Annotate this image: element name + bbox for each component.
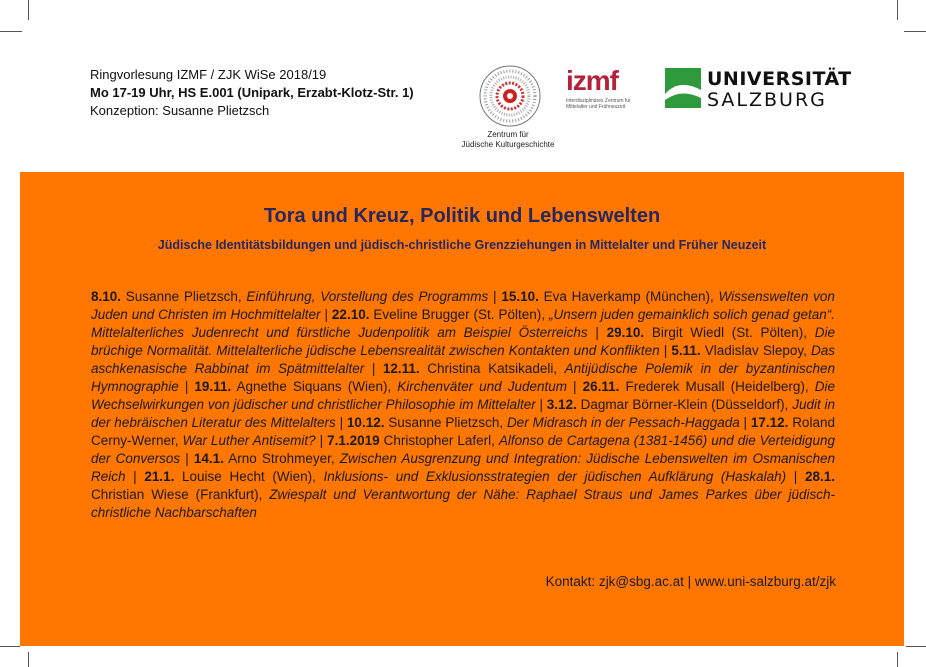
crop-mark xyxy=(897,0,898,20)
program-entry: 7.1.2019 Christopher Laferl, Alfonso de Cartagena (1381-1456) und die Verteidigung der Conversos | xyxy=(91,433,835,466)
zjk-caption-line: Jüdische Kulturgeschichte xyxy=(461,140,555,149)
crop-mark xyxy=(0,646,20,647)
time-location-line: Mo 17-19 Uhr, HS E.001 (Unipark, Erzabt-Klotz-Str. 1) xyxy=(90,85,414,100)
program-entry: 28.1. Christian Wiese (Frankfurt), Zwiespalt und Verantwortung der Nähe: Raphael Straus und James Parkes über jüdisch-christliche Nachbarschaften xyxy=(91,469,835,520)
zjk-caption xyxy=(446,130,570,150)
program-entry: 8.10. Susanne Plietzsch, Einführung, Vorstellung des Programms | xyxy=(91,289,502,304)
program-entry: 19.11. Agnethe Siquans (Wien), Kirchenväter und Judentum | xyxy=(194,379,583,394)
izmf-logo xyxy=(566,66,640,120)
crop-mark xyxy=(28,0,29,20)
program-entry: 22.10. Eveline Brugger (St. Pölten), „Unsern juden gemainklich solich genad getan“. Mittelalterliches Judenrecht und fürstliche Judenpolitik am Beispiel Österreichs | xyxy=(91,307,835,340)
program-entry: 3.12. Dagmar Börner-Klein (Düsseldorf), Judit in der hebräischen Literatur des Mittelalters | xyxy=(91,397,835,430)
program-panel xyxy=(20,172,904,646)
program-entry: 5.11. Vladislav Slepoy, Das aschkenasische Rabbinat im Spätmittelalter | xyxy=(91,343,835,376)
program-entry: 12.11. Christina Katsikadeli, Antijüdische Polemik in der byzantinischen Hymnographie | xyxy=(91,361,835,394)
program-entry: 29.10. Birgit Wiedl (St. Pölten), Die brüchige Normalität. Mittelalterliche jüdische Lebensrealität zwischen Kontakten und Konflikten | xyxy=(91,325,835,358)
program-entry: 10.12. Susanne Plietzsch, Der Midrasch in der Pessach-Haggada | xyxy=(346,415,751,430)
series-line: Ringvorlesung IZMF / ZJK WiSe 2018/19 xyxy=(90,67,327,82)
event-header xyxy=(90,66,414,120)
izmf-subline-text: Interdisziplinäres Zentrum für xyxy=(566,98,631,104)
university-mark-icon xyxy=(665,68,701,108)
university-name: UNIVERSITÄT xyxy=(707,68,852,90)
zjk-caption-line: Zentrum für xyxy=(487,130,529,139)
zjk-logo xyxy=(478,64,542,128)
crop-mark xyxy=(897,652,898,667)
program-list xyxy=(91,288,835,522)
crop-mark xyxy=(904,31,926,32)
program-entry: 17.12. Roland Cerny-Werner, War Luther Antisemit? | xyxy=(91,415,835,448)
program-entry: 15.10. Eva Haverkamp (München), Wissenswelten von Juden und Christen im Hochmittelalter | xyxy=(91,289,835,322)
izmf-subline-text: Mittelalter und Frühneuzeit xyxy=(566,104,626,110)
concept-line: Konzeption: Susanne Plietzsch xyxy=(90,103,270,118)
lecture-subtitle: Jüdische Identitätsbildungen und jüdisch-christliche Grenzziehungen in Mittelalter und Früher Neuzeit xyxy=(157,238,767,252)
program-entry: 26.11. Frederek Musall (Heidelberg), Die Wechselwirkungen von jüdischer und christlicher Philosophie im Mittelalter | xyxy=(91,379,835,412)
contact-line: Kontakt: zjk@sbg.ac.at | www.uni-salzburg.at/zjk xyxy=(545,574,836,589)
crop-mark xyxy=(28,652,29,667)
program-entry: 21.1. Louise Hecht (Wien), Inklusions- und Exklusionsstrategien der jüdischen Aufklärung (Haskalah) | xyxy=(144,469,805,484)
university-city: SALZBURG xyxy=(707,89,827,111)
crop-mark xyxy=(906,646,926,647)
izmf-subline xyxy=(566,98,640,110)
izmf-wordmark: izmf xyxy=(566,65,618,96)
university-logo xyxy=(665,68,852,114)
program-entry: 14.1. Arno Strohmeyer, Zwischen Ausgrenzung und Integration: Jüdische Lebenswelten im Osmanischen Reich | xyxy=(91,451,835,484)
crop-mark xyxy=(0,31,22,32)
lecture-title: Tora und Kreuz, Politik und Lebenswelten xyxy=(263,205,661,227)
